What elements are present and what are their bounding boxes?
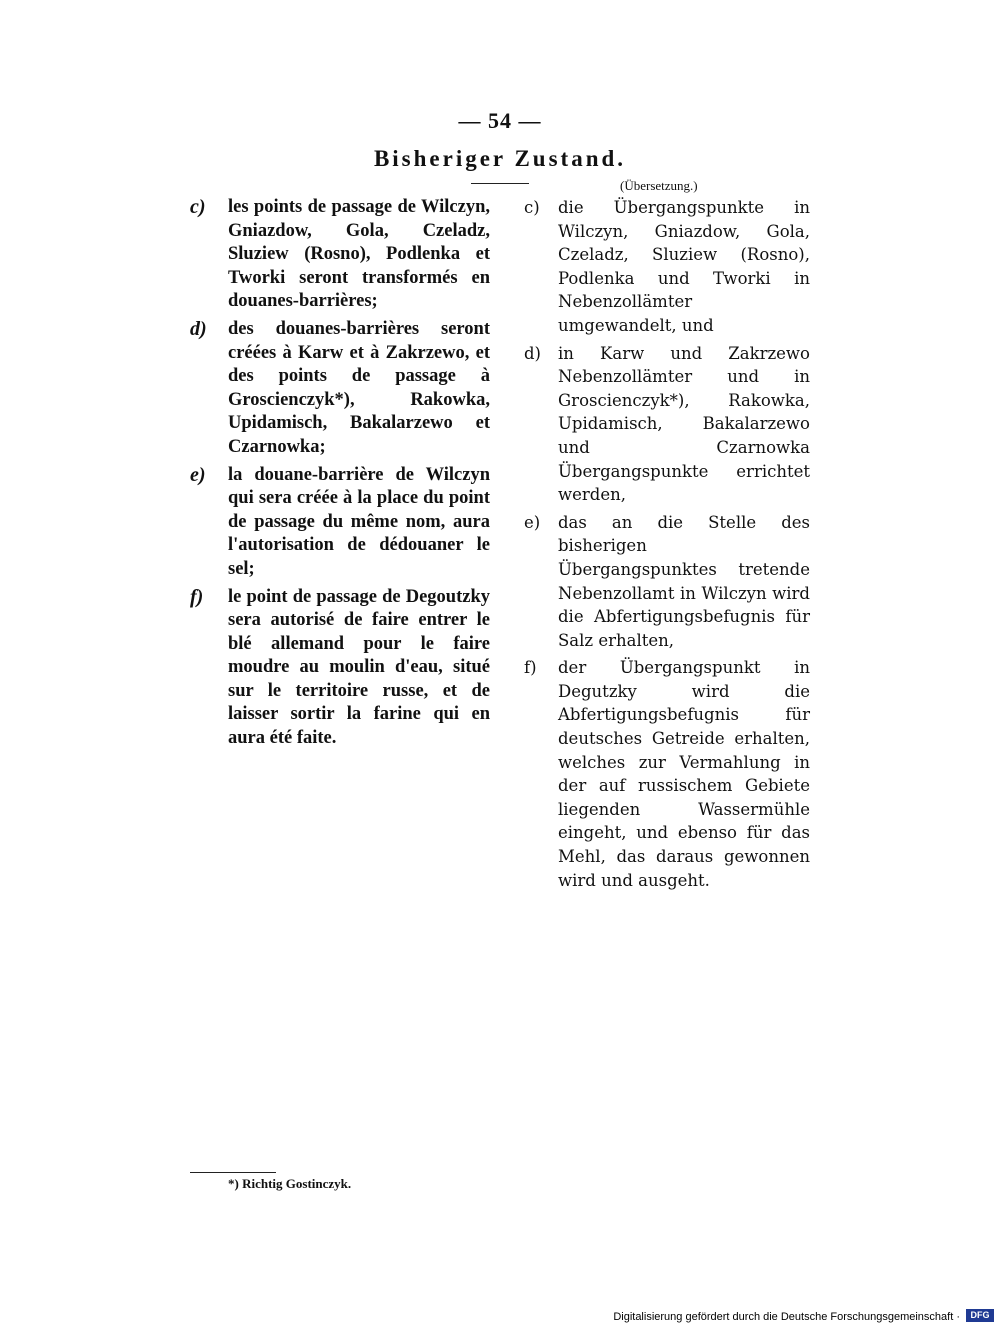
dfg-logo: DFG xyxy=(966,1309,994,1322)
page-number: — 54 — xyxy=(458,108,542,133)
footnote: *) Richtig Gostinczyk. xyxy=(228,1176,352,1191)
german-item-d xyxy=(520,342,810,507)
item-text: das an die Stelle des bisherigen Übergangspunktes tretende Nebenzollamt in Wilczyn wird die Abfertigungsbefugnis für Salz erhalten, xyxy=(558,512,810,650)
digitization-credit: Digitalisierung gefördert durch die Deutsche Forschungsgemeinschaft · xyxy=(613,1311,960,1323)
item-text: les points de passage de Wilczyn, Gniazdow, Gola, Czeladz, Sluziew (Rosno), Podlenka et Tworki seront transformés en douanes-barrières; xyxy=(228,197,490,312)
translation-note: (Übersetzung.) xyxy=(620,178,698,193)
german-item-f xyxy=(520,656,810,892)
item-text: la douane-barrière de Wilczyn qui sera créée à la place du point de passage du même nom, aura l'autorisation de dédouaner le sel; xyxy=(228,464,490,579)
french-item-c xyxy=(190,196,490,314)
item-marker: f) xyxy=(190,585,204,608)
item-marker: f) xyxy=(524,658,537,678)
german-column xyxy=(520,196,810,896)
item-text: die Übergangspunkte in Wilczyn, Gniazdow, Gola, Czeladz, Sluziew (Rosno), Podlenka und Tworki in Nebenzollämter umgewandelt, und xyxy=(558,198,810,335)
item-text: in Karw und Zakrzewo Nebenzollämter und in Groscienczyk*), Rakowka, Upidamisch, Bakalarzewo und Czarnowka Übergangspunkte errichtet werden, xyxy=(558,343,810,505)
item-marker: e) xyxy=(190,463,206,486)
section-heading: Bisheriger Zustand. xyxy=(373,146,627,171)
item-marker: d) xyxy=(524,343,541,363)
item-marker: c) xyxy=(524,198,540,217)
item-marker: c) xyxy=(190,196,206,218)
item-marker: d) xyxy=(190,317,207,340)
item-marker: e) xyxy=(524,512,541,532)
footnote-rule xyxy=(190,1172,276,1173)
french-item-f xyxy=(190,586,490,751)
french-column xyxy=(190,196,490,755)
german-item-c xyxy=(520,196,810,338)
german-item-e xyxy=(520,511,810,653)
item-text: des douanes-barrières seront créées à Karw et à Zakrzewo, et des points de passage à Groscienczyk*), Rakowka, Upidamisch, Bakalarzewo et Czarnowka; xyxy=(228,318,490,457)
french-item-e xyxy=(190,464,490,582)
french-item-d xyxy=(190,318,490,460)
item-text: der Übergangspunkt in Degutzky wird die Abfertigungsbefugnis für deutsches Getreide erhalten, welches zur Vermahlung in der auf russischem Gebiete liegenden Wassermühle eingeht, und ebenso für das Mehl, das daraus gewonnen wird und ausgeht. xyxy=(558,658,810,890)
item-text: le point de passage de Degoutzky sera autorisé de faire entrer le blé allemand pour le faire moudre au moulin d'eau, situé sur le territoire russe, et de laisser sortir la farine qui en aura été faite. xyxy=(228,586,490,749)
heading-rule xyxy=(471,183,529,184)
